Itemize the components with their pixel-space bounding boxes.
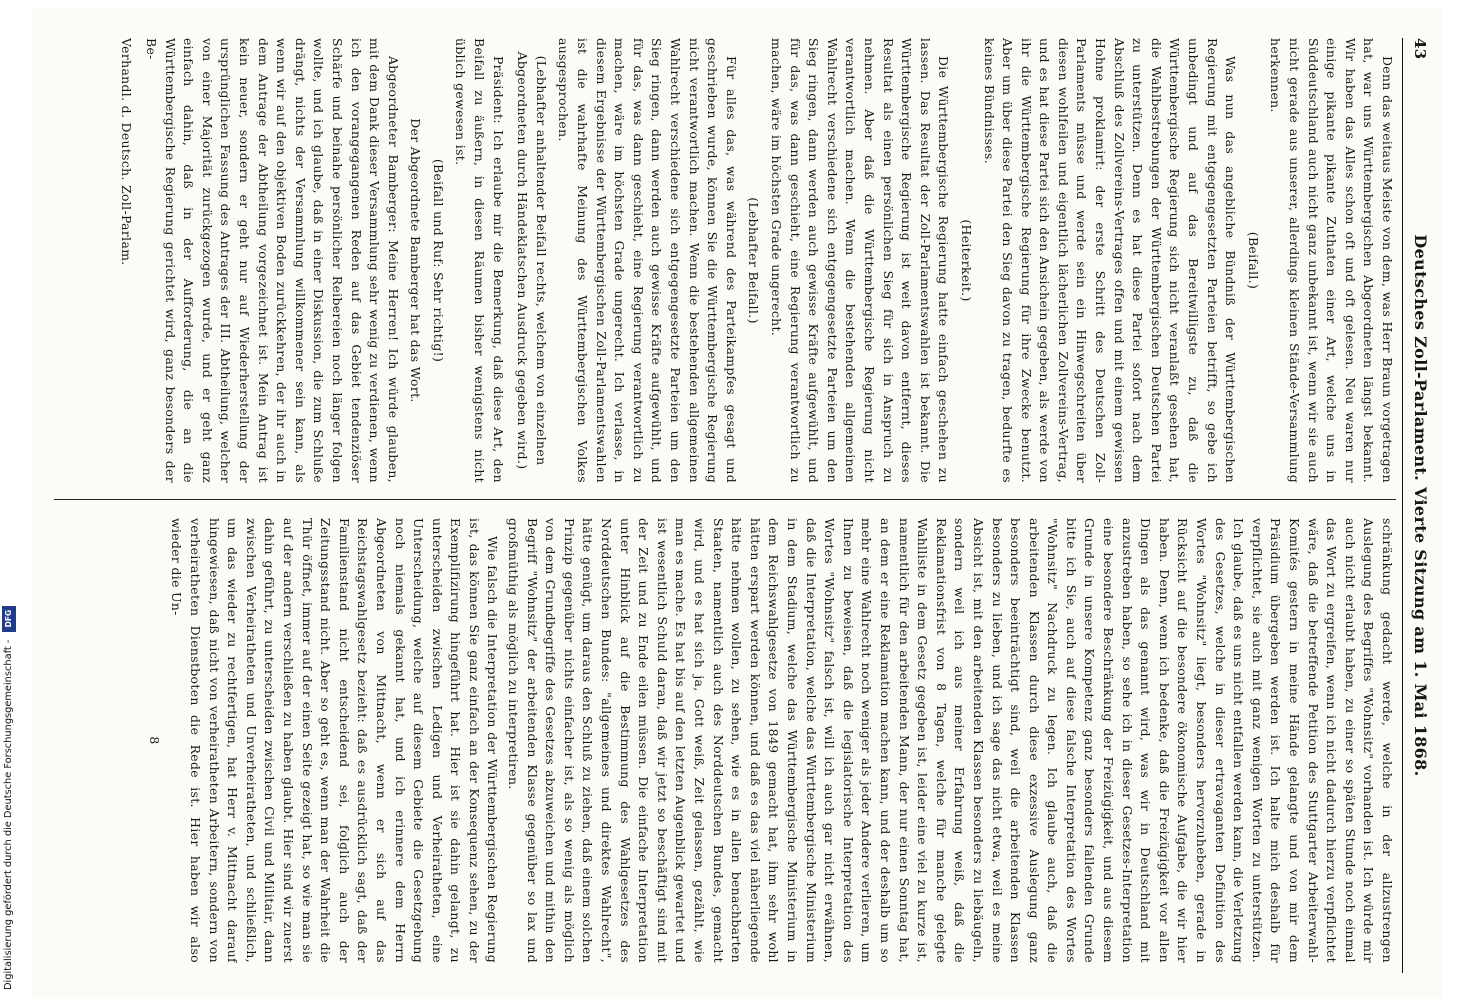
printer-signature: Verhandl. d. Deutsch. Zoll-Parlam. [119, 38, 135, 266]
running-title: Deutsches Zoll-Parlament. Vierte Sitzung am 1. Mai 1868. [1411, 234, 1430, 777]
laughter-note: (Heiterkeit.) [958, 219, 974, 302]
paragraph: Für alles das, was während des Parteikampfes gesagt und geschrieben wurde, können Sie die Württembergische Regierung nicht verantwortlich machen. Wenn die bestehenden allgemeinen Wahlrecht verschiedene sich entgegengesetzte Parteien um den Sieg ringen, dann werden auch gewisse Kräfte aufgewühlt, und für das, was dann geschieht, eine Regierung verantwortlich zu machen, wäre im höchsten Grade ungerecht. Ich verlasse, in diesem Ergebnisse der Württembergischen Zoll-Parlamentswahlen ist die wahrhafte Meinung des Württembergischen Volkes ausgesprochen. [556, 38, 739, 483]
credit-text: Digitalisierung gefördert durch die Deutsche Forschungsgemeinschaft - [3, 639, 14, 990]
left-column [50, 38, 1396, 483]
credit-text-container [1, 50, 17, 990]
document-page [32, 8, 1442, 998]
page-number: 43 [1411, 38, 1429, 60]
paragraph: Wie falsch die Interpretation der Württembergischen Regierung ist, das können Sie ganz einfach an der Konsequenz sehen, zu der Exemplifizirung hingeführt hat. Hier ist sie dahin gelangt, zu unterscheiden zwischen Ledigen und Verheiratheten, eine Unterscheidung, welche auf diesem Gebiete die Gesetzgebung noch niemals gekannt hat, und ich erinnere dem Herrn Abgeordneten von Mittnacht, wenn er sich auf das Reichstagswahlgesetz bezieht: daß es ausdrücklich sagt, daß der Familienstand nicht entscheidend sei, folglich auch der Zeitungsstand nicht. Aber so geht es, wenn man der Wahrheit die Thür öffnet, immer auf der einen Seite gezeigt hat, so wie man sie auf der andern verschließen zu haben glaubt. Hier sind wir zuerst dahin geführt, zu unterscheiden zwischen Civil und Militair, dann zwischen Verheiratheten und Unverheiratheten, und schließlich, um das wieder zu rechtfertigen, hat Herr v. Mittnacht darauf hingewiesen, daß nicht von verheiratheten Arbeitern, sondern von verheiratheten Dienstboten die Rede ist. Hier haben wir also wieder die Un- [169, 518, 501, 963]
credit-strip [0, 0, 18, 1000]
right-column [50, 518, 1396, 963]
page-header [1404, 38, 1436, 973]
paragraph: Was nun das angebliche Bündniß der Württembergischen Regierung mit entgegengesetzten Parteien betrifft, so gebe ich unbedingt und auf das Bereitwilligste zu, daß die Württembergische Regierung sich nicht veranlaßt gesehen hat, die Wahlbestrebungen der Württembergischen Deutschen Partei zu unterstützen. Denn es hat diese Partei sofort nach dem Abschluß des Zollvereins-Vertrages offen und mit einem gewissen Hohne proklamirt: der erste Schritt des Deutschen Zoll-Parlaments müsse und werde sein ein Hinwegschreiten über diesen wohlfeilen und eigentlich lächerlichen Zollvereins-Vertrag, und es hat diese Partei sich den Ansichein gegeben, als werde von ihr die Württembergische Regierung für ihre Zwecke benutzt. Aber um über diese Partei den Sieg davon zu tragen, bedurfte es keines Bündnisses. [981, 38, 1239, 483]
dfg-logo-icon: DFG [2, 606, 16, 632]
applause-note: (Lebhafter anhaltender Beifall rechts, welchem von einzelnen Abgeordneten durch Händeklatschen Ausdruck gegeben wird.) [515, 51, 549, 470]
column-divider [54, 499, 1396, 500]
speaker-announcement: Der Abgeordnete Bamberger hat das Wort. [408, 118, 424, 403]
applause-note: (Beifall.) [1245, 231, 1261, 290]
page-foot-number: 8 [146, 736, 162, 745]
applause-note: (Lebhafter Beifall.) [746, 197, 762, 324]
paragraph: schränkung gedacht werde, welche in der allzustrengen Auslegung des Begriffes "Wohnsitz" vorhanden ist. Ich würde mir auch nicht erlaubt haben, zu einer so späten Stunde noch einmal das Wort zu ergreifen, wenn ich nicht dadurch hierzu verpflichtet wäre, daß die betreffende Petition des Stuttgarter Arbeiterwahl-Komités gestern in meine Hände gelangte und von mir dem Präsidium übergeben werden ist. Ich halte mich deshalb für verpflichtet, sie auch mit ganz wenigen Worten zu unterstützen. Ich glaube, daß es uns nicht entfallen werden kann, die Verletzung des Gesetzes, welche in dieser ertravaganten Definition des Wortes "Wohnsitz" liegt, besonders hervorzuheben, gerade in Rücksicht auf die besondere ökonomische Aufgabe, die wir hier haben. Denn, wenn ich bedenke, daß die Freizügigkeit vor allen Dingen als das genannt wird, was wir in Deutschland mit anzustreben haben, so sehe ich in dieser Gesetzes-Interpretation eine besondere Beschränkung der Freizügigkeit, und aus diesem Grunde in unsere Kompetenz ganz besonders fallenden Grunde bitte ich Sie, auch auf diese falsche Interpretation des Wortes "Wohnsitz" Nachdruck zu legen. Ich glaube auch, daß die arbeitenden Klassen durch diese exzessive Auslegung ganz besonders beeinträchtigt sind, weil die arbeitenden Klassen besonders zu lieben, und ich sage das nicht etwa, weil es meine Absicht ist, mit den arbeitenden Klassen besonders zu liebäugeln, sondern weil ich aus meiner Erfahrung weiß, daß die Reklamationsfrist von 8 Tagen, welche für manche gelegte Wahlliste in dem Gesetz gegeben ist, leider eine viel zu kurze ist, namentlich für den arbeitenden Mann, der nur einen Sonntag hat, an dem er eine Reklamation machen kann, und der deshalb um so mehr eine Wahlrecht noch weniger als jeder Andere verlieren, um Ihnen zu beweisen, daß die legislatorische Interpretation des Wortes "Wohnsitz" falsch ist, will ich auch gar nicht erwähnen, daß die Interpretation, welche das Württembergische Ministerium in dem Stadium, welche das Württembergische Ministerium in dem Reichswahlgesetze von 1849 gemacht hat, ihm sehr wohl hätten erspart werden können, und daß es das viel näherliegende hätte nehmen wollen, zu sehen, wie es in allen benachbarten Staaten, namentlich auch des Norddeutschen Bundes, gemacht wird, und es hat sich ja, Gott weiß, Zeit gelassen, gezählt, wie man es mache. Es hat bis auf den letzten Augenblick gewartet und ist wesentlich Schuld daran, daß wir jetzt so beschäftigt sind mit der Zeit und zu Ende eilen müssen. Die einfache Interpretation unter Hinblick auf die Bestimmung des Wahlgesetzes des Norddeutschen Bundes: "allgemeines und direktes Wahlrecht", hätte genügt, um daraus den Schluß zu ziehen, daß einem solchen Prinzip gegenüber nichts einfacher ist, als so wenig als möglich von dem Grundbegriffe des Gesetzes abzuweichen und mithin den Begriff "Wohnsitz" der arbeitenden Klasse gegenüber so lax und großmüthig als möglich zu interpretiren. [506, 518, 1395, 963]
paragraph: Abgeordneter Bamberger: Meine Herren! Ich würde glauben, mit dem Dank dieser Versammlung sehr wenig zu verdienen, wenn ich den vorangegangenen Reden auf das Gebiet tendenziöser Schärfe und beinahe persönlicher Reibereien noch länger folgen wollte, und ich glaube, daß in einer Diskussion, die zum Schluße drängt, nichts der Versammlung willkommener sein kann, als wenn wir auf den objektiven Boden zurückkehren, der ihr auch in dem Antrage der Abtheilung vorgezeichnet ist. Mein Antrag ist kein neuer, sondern er geht nur auf Wiederherstellung der ursprünglichen Fassung des Antrages der III. Abtheilung, welcher von einer Majorität zurückgezogen wurde, und er geht ganz einfach dahin, daß in der Aufforderung, die an die Württembergische Regierung gerichtet wird, ganz besonders der Be- [144, 38, 401, 483]
president-remark: Präsident: Ich erlaube mir die Bemerkung, daß diese Art, den Beifall zu äußern, in diesen Räumen bisher wenigstens nicht üblich gewesen ist. [453, 38, 506, 483]
paragraph: Denn das weitaus Meiste von dem, was Herr Braun vorgetragen hat, war uns Württembergischen Abgeordneten längst bekannt. Wir haben das Alles schon oft und oft gelesen. Neu waren nur einige pikante pikante Zuthaten einer Art, welche uns in Süddeutschland auch nicht ganz unbekannt ist, wenn wir sie auch nicht gerade aus unserer, allerdings kleinen Stände-Versammlung herkennen. [1268, 38, 1395, 483]
header-rule [1402, 38, 1403, 973]
paragraph: Die Württembergische Regierung hatte einfach geschehen zu lassen. Das Resultat der Zoll-Parlamentswahlen ist bekannt. Die Württembergische Regierung ist weit davon entfernt, dieses Resultat als einen persönlichen Sieg für sich in Anspruch zu nehmen. Aber daß die Württembergische Regierung nicht verantwortlich machen. Wenn die bestehenden allgemeinen Wahlrecht verschiedene sich entgegengesetzte Parteien um den Sieg ringen, dann werden auch gewisse Kräfte aufgewühlt, und für das, was dann geschieht, eine Regierung verantwortlich zu machen, wäre im höchsten Grade ungerecht. [769, 38, 952, 483]
applause-note: (Beifall und Ruf: Sehr richtig!) [430, 158, 446, 363]
